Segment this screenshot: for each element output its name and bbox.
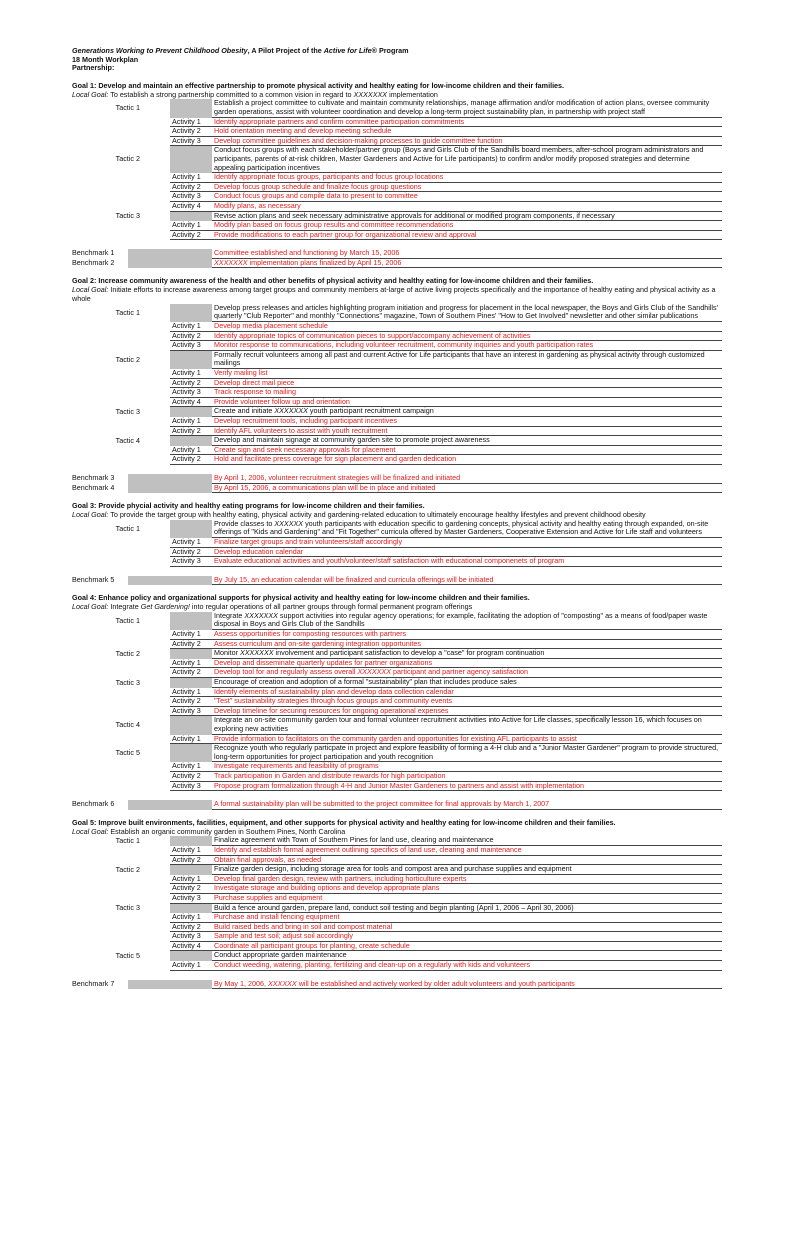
benchmarks [72,980,722,990]
benchmark-text: By May 1, 2006, XXXXXX will be established and actively worked by older adult volunteers and youth participants [212,980,722,990]
activity-text: Purchase and install fencing equipment [212,913,722,923]
tactic-text: Integrate an on-site community garden tour and formal volunteer recruitment activities into Active for Life classes, specifically lesson 16, which focuses on exploring new activities [212,716,722,734]
spacer [72,173,170,183]
activity-row [72,192,722,202]
tactic-text: Provide classes to XXXXXX youth participants with education specific to gardening concepts, physical activity and healthy eating through expanded, on-site offerings of "Kids and Gardening" and "Fit Together" curricula offered by Master Gardeners, Cooperative Extension and Active for Life staff and volunteers [212,520,722,538]
activity-label: Activity 1 [170,875,212,885]
benchmark-row [72,259,722,269]
spacer [72,322,170,332]
activity-text: Conduct weeding, watering, planting, fertilizing and clean-up on a regularly with kids and volunteers [212,961,722,971]
activity-label: Activity 3 [170,341,212,351]
benchmark-label: Benchmark 5 [72,574,115,584]
tactic-text: Recognize youth who regularly particpate in project and explore feasibility of forming a 4-H club and a "Junior Master Gardener" program to provide structured, long-term opportunities for project participation and youth recognition [212,744,722,762]
activity-text: Identify appropriate focus groups, participants and focus group locations [212,173,722,183]
spacer [72,231,170,241]
activity-label: Activity 1 [170,417,212,427]
activity-label: Activity 1 [170,735,212,745]
activity-label: Activity 4 [170,202,212,212]
spacer [140,146,170,173]
activity-text: Sample and test soil; adjust soil accordingly [212,932,722,942]
activity-text: Provide modifications to each partner group for organizational review and approval [212,231,722,241]
spacer [140,678,170,688]
tactic-label: Tactic 5 [115,748,140,757]
tactic-text: Finalize garden design, including storage area for tools and compost area and purchase supplies and equipment [212,865,722,875]
benchmark-text: By July 15, an education calendar will be finalized and curricula offerings will be initiated [212,576,722,586]
tactic-label: Tactic 4 [115,435,140,445]
spacer [72,446,170,456]
activity-label: Activity 2 [170,640,212,650]
activity-label: Activity 4 [170,398,212,408]
activity-text: Identify appropriate partners and confirm committee participation commitments [212,118,722,128]
spacer [140,865,170,875]
goal-title: Goal 3: Provide phycial activity and healthy eating programs for low-income children and their families. [72,501,425,511]
activity-text: Develop direct mail piece [212,379,722,389]
spacer [72,875,170,885]
activity-row [72,913,722,923]
benchmarks [72,249,722,268]
tactic-text: Develop press releases and articles highlighting program initiation and progress for placement in the local newspaper, the Boys and Girls Club of the Sandhills' quarterly "Club Reporter" and monthly "Connections" magazine, Town of Southern Pines' "How to Get Involved" newsletter and other similar publications [212,304,722,322]
activity-label: Activity 1 [170,688,212,698]
tactic-shade [170,304,212,322]
activity-text: Create sign and seek necessary approvals for placement [212,446,722,456]
activity-row [72,846,722,856]
spacer [140,304,170,322]
tactic-label: Tactic 5 [115,950,140,960]
benchmark-text: By April 15, 2006, a communications plan will be in place and initiated [212,484,722,494]
activity-label: Activity 1 [170,369,212,379]
activity-text: Develop media placement schedule [212,322,722,332]
activity-text: Build raised beds and bring in soil and compost material [212,923,722,933]
tactic-text: Develop and maintain signage at community garden site to promote project awareness [212,436,722,446]
tactic-text: Conduct appropriate garden maintenance [212,951,722,961]
spacer [72,913,170,923]
spacer [140,904,170,914]
spacer [72,961,170,971]
tactic-label: Tactic 4 [115,720,140,730]
benchmark-row [72,980,722,990]
activity-label: Activity 2 [170,427,212,437]
spacer [72,923,170,933]
tactic-label: Tactic 1 [115,103,140,113]
spacer [72,332,170,342]
activity-label: Activity 1 [170,961,212,971]
tactic-shade [170,99,212,117]
spacer [72,127,170,137]
spacer [72,427,170,437]
local-goal-text: Integrate [108,602,141,612]
activity-text: Propose program formalization through 4-H and Junior Master Gardeners to partners and assist with implementation [212,782,722,792]
spacer [72,557,170,567]
activity-label: Activity 2 [170,856,212,866]
local-goal-label: Local Goal: [72,89,109,99]
activity-text: Identify AFL volunteers to assist with youth recruitment [212,427,722,437]
spacer [140,436,170,446]
activity-label: Activity 2 [170,379,212,389]
activity-label: Activity 1 [170,913,212,923]
benchmark-shade [128,249,212,259]
document-subtitle: 18 Month Workplan [72,54,139,64]
activity-label: Activity 1 [170,118,212,128]
spacer [140,212,170,222]
activity-row [72,557,722,567]
tactic-text: Encourage of creation and adoption of a formal "sustainability" plan that includes produce sales [212,678,722,688]
activity-label: Activity 1 [170,322,212,332]
spacer [72,630,170,640]
spacer [72,735,170,745]
spacer [72,417,170,427]
spacer [72,762,170,772]
spacer [140,351,170,369]
spacer [72,697,170,707]
activity-text: Modify plans, as necessary [212,202,722,212]
activity-label: Activity 2 [170,183,212,193]
tactic-row [72,99,722,117]
benchmark-row [72,484,722,494]
activity-text: Finalize target groups and train volunteers/staff accordingly [212,538,722,548]
activity-label: Activity 3 [170,192,212,202]
spacer [72,137,170,147]
activity-label: Activity 3 [170,557,212,567]
tactic-row [72,436,722,446]
benchmark-shade [128,800,212,810]
activity-text: Develop focus group schedule and finalize focus group questions [212,183,722,193]
tactic-text: Create and initiate XXXXXXX youth participant recruitment campaign [212,407,722,417]
document-title: Generations Working to Prevent Childhood Obesity, A Pilot Project of the Active for Life® Program [72,46,409,55]
spacer [72,846,170,856]
activity-text: Track response to mailing [212,388,722,398]
activity-row [72,369,722,379]
local-goal-text: To provide the target group with healthy eating, physical activity and gardening-related education to ultimately encourage healthy lifestyles and prevent childhood obesity [108,509,646,519]
activity-row [72,884,722,894]
activity-text: Conduct focus groups and compile data to present to committee [212,192,722,202]
tactic-text: Integrate XXXXXXX support activities into regular agency operations; for example, facilitating the adoption of "composting" as a means of food/paper waste disposal in Boys and Girls Club of the Sandhills [212,612,722,630]
spacer [72,183,170,193]
activity-label: Activity 3 [170,894,212,904]
benchmark-text: XXXXXXX implementation plans finalized by April 15, 2006 [212,259,722,269]
activity-text: Investigate requirements and feasibility of programs [212,762,722,772]
benchmark-label: Benchmark 7 [72,978,115,988]
tactic-label: Tactic 1 [115,307,140,317]
activity-row [72,538,722,548]
activity-text: Evaluate educational activities and youth/volunteer/staff satisfaction with educational componenets of program [212,557,722,567]
activity-label: Activity 2 [170,455,212,465]
tactic-text: Formally recruit volunteers among all past and current Active for Life participants that have an interest in gardening as physical activity through customized mailings [212,351,722,369]
activity-label: Activity 1 [170,446,212,456]
local-goal-label: Local Goal: [72,509,109,519]
activity-label: Activity 1 [170,173,212,183]
tactic-row [72,744,722,762]
activity-text: Identify elements of sustainability plan and develop data collection calendar [212,688,722,698]
activity-label: Activity 2 [170,548,212,558]
tactic-label: Tactic 1 [115,835,140,845]
benchmark-text: By April 1, 2006, volunteer recruitment strategies will be finalized and initiated [212,474,722,484]
local-goal-label: Local Goal: [72,602,109,612]
activity-text: Investigate storage and building options and develop appropriate plans [212,884,722,894]
activity-text: Track participation in Garden and distribute rewards for high participation [212,772,722,782]
tactic-text: Revise action plans and seek necessary administrative approvals for additional or modified program components, if necessary [212,212,722,222]
activity-text: Develop tool for and regularly assess overall XXXXXXX participant and partner agency satisfaction [212,668,722,678]
spacer [72,548,170,558]
activity-text: Hold and facilitate press coverage for sign placement and garden dedication [212,455,722,465]
tactic-label: Tactic 3 [115,903,140,913]
local-goal-emphasis: Get Gardening! [140,602,190,612]
local-goal-text: Initiate efforts to increase awareness among target groups and community members at-large of active living projects specifically and the importance of healthy eating and physical activity as a whole [72,285,716,304]
activity-text: Assess curriculum and on-site gardening integration opportunites [212,640,722,650]
benchmark-shade [128,484,212,494]
goal-section [72,594,722,809]
activity-row [72,782,722,792]
local-goal-text: Establish an organic community garden in Southern Pines, North Carolina [108,826,346,836]
tactic-row [72,716,722,734]
tactic-label: Tactic 3 [115,406,140,416]
local-goal [72,286,722,304]
spacer [72,688,170,698]
spacer [72,341,170,351]
goal-title: Goal 5: Improve built environments, facilities, equipment, and other supports for physical activity and healthy eating for low-income children and their families. [72,817,616,827]
goal-section [72,82,722,269]
activity-label: Activity 1 [170,538,212,548]
tactic-shade [170,520,212,538]
activity-label: Activity 2 [170,332,212,342]
tactic-shade [170,351,212,369]
benchmark-row [72,576,722,586]
goal-title: Goal 1: Develop and maintain an effective partnership to promote physical activity and healthy eating for low-income children and their families. [72,80,565,90]
activity-text: Develop committee guidelines and decision-making processes to guide committee function [212,137,722,147]
activity-text: Develop timeline for securing resources for ongoing operational expenses [212,707,722,717]
spacer [72,772,170,782]
activity-text: Provide volunteer follow up and orientation [212,398,722,408]
benchmark-shade [128,980,212,990]
activity-text: Modify plan based on focus group results and committee recommendations [212,221,722,231]
benchmarks [72,474,722,493]
spacer [72,379,170,389]
goal-title: Goal 2: Increase community awareness of the health and other benefits of physical activity and healthy eating for low-income children and their families. [72,276,594,286]
activity-row [72,923,722,933]
spacer [72,369,170,379]
spacer [72,782,170,792]
tactic-row [72,304,722,322]
activity-row [72,231,722,241]
spacer [72,221,170,231]
spacer [140,99,170,117]
activity-label: Activity 1 [170,659,212,669]
spacer [72,388,170,398]
local-goal-label: Local Goal: [72,826,109,836]
tactic-row [72,407,722,417]
workplan-document [72,47,722,989]
activity-label: Activity 2 [170,668,212,678]
spacer [72,659,170,669]
tactic-row [72,520,722,538]
local-goal-text: into regular operations of all partner groups through formal permanent program offerings [189,602,473,612]
tactic-label: Tactic 2 [115,864,140,874]
activity-label: Activity 4 [170,942,212,952]
spacer [140,649,170,659]
tactic-text: Monitor XXXXXXX involvement and participant satisfaction to develop a "case" for program continuation [212,649,722,659]
activity-label: Activity 1 [170,221,212,231]
activity-text: Develop recruitment tools, including participant incentives [212,417,722,427]
benchmark-shade [128,576,212,586]
activity-text: Verify mailing list [212,369,722,379]
tactic-row [72,351,722,369]
spacer [72,932,170,942]
activity-text: Develop final garden design, review with partners, including horticulture experts [212,875,722,885]
activity-row [72,961,722,971]
activity-text: Monitor response to communications, including volunteer recruitment, community inquiries and youth participation rates [212,341,722,351]
benchmark-label: Benchmark 6 [72,799,115,809]
spacer [72,640,170,650]
activity-text: Identify and establish formal agreement outlining specifics of land use, clearing and maintenance [212,846,722,856]
tactic-label: Tactic 3 [115,211,140,220]
tactic-row [72,612,722,630]
benchmarks [72,576,722,586]
spacer [140,836,170,846]
spacer [72,398,170,408]
spacer [72,192,170,202]
benchmarks [72,800,722,810]
tactic-text: Conduct focus groups with each stakeholder/partner group (Boys and Girls Club of the Sandhills board members, after-school program administrators and participants, parents of at-risk children, Master Gardeners and Active for Life participants) to confirm and/or modify proposed strategies and determine appealing participation incentives [212,146,722,173]
spacer [140,520,170,538]
spacer [72,668,170,678]
activity-row [72,118,722,128]
goal-section [72,277,722,493]
spacer [72,538,170,548]
activity-label: Activity 2 [170,231,212,241]
activity-row [72,388,722,398]
spacer [72,856,170,866]
benchmark-shade [128,474,212,484]
goal-title: Goal 4: Enhance policy and organizational supports for physical activity and healthy eating for low-income children and their families. [72,593,530,603]
activity-text: Develop education calendar [212,548,722,558]
benchmark-shade [128,259,212,269]
tactic-shade [170,146,212,173]
activity-text: Assess opportunities for composting resources with partners [212,630,722,640]
benchmark-label: Benchmark 3 [72,472,115,482]
activity-label: Activity 2 [170,923,212,933]
spacer [72,707,170,717]
tactic-label: Tactic 1 [115,523,140,533]
activity-label: Activity 3 [170,388,212,398]
activity-text: Identify appropriate topics of communication pieces to support/accompany achievement of activities [212,332,722,342]
spacer [140,407,170,417]
tactic-shade [170,744,212,762]
activity-label: Activity 1 [170,630,212,640]
activity-text: Hold orientation meeting and develop meeting schedule [212,127,722,137]
tactic-shade [170,716,212,734]
activity-text: "Test" sustainability strategies through focus groups and community events [212,697,722,707]
spacer [140,612,170,630]
activity-label: Activity 2 [170,697,212,707]
tactic-text: Finalize agreement with Town of Southern Pines for land use, clearing and maintenance [212,836,722,846]
spacer [140,744,170,762]
benchmark-text: A formal sustainability plan will be submitted to the project committee for final approvals by March 1, 2007 [212,800,722,810]
goal-section [72,502,722,585]
goal-section [72,819,722,990]
activity-label: Activity 3 [170,932,212,942]
tactic-label: Tactic 2 [115,648,140,658]
spacer [140,951,170,961]
activity-label: Activity 1 [170,762,212,772]
tactic-label: Tactic 3 [115,677,140,687]
tactic-row [72,146,722,173]
tactic-row [72,904,722,914]
activity-row [72,455,722,465]
tactic-label: Tactic 2 [115,354,140,364]
activity-text: Purchase supplies and equipment [212,894,722,904]
activity-label: Activity 2 [170,884,212,894]
activity-label: Activity 3 [170,137,212,147]
document-header [72,47,722,73]
benchmark-label: Benchmark 1 [72,248,115,258]
activity-text: Obtain final approvals, as needed [212,856,722,866]
activity-label: Activity 3 [170,707,212,717]
tactic-text: Build a fence around garden, prepare land, conduct soil testing and begin planting (April 1, 2006 – April 30, 2006) [212,904,722,914]
activity-row [72,942,722,952]
activity-label: Activity 1 [170,846,212,856]
activity-label: Activity 2 [170,127,212,137]
benchmark-row [72,800,722,810]
partnership-label: Partnership: [72,63,115,73]
benchmark-label: Benchmark 2 [72,257,115,267]
spacer [140,716,170,734]
tactic-shade [170,612,212,630]
spacer [72,455,170,465]
activity-row [72,417,722,427]
local-goal-text: To establish a strong partnership committed to a common vision in regard to XXXXXXX implementation [108,89,438,99]
tactic-label: Tactic 1 [115,615,140,625]
benchmark-text: Committee established and functioning by March 15, 2006 [212,249,722,259]
activity-row [72,379,722,389]
activity-text: Coordinate all participant groups for planting, create schedule [212,942,722,952]
local-goal-label: Local Goal: [72,285,109,295]
tactic-text: Establish a project committee to cultivate and maintain community relationships, manage affirmation and/or modification of action plans, oversee community garden operations, assist with volunteer coordination and develop a long-term project sustainability plan, in partnership with project staff [212,99,722,117]
tactic-label: Tactic 2 [115,154,140,164]
activity-label: Activity 3 [170,782,212,792]
activity-label: Activity 2 [170,772,212,782]
spacer [72,884,170,894]
benchmark-label: Benchmark 4 [72,482,115,492]
activity-text: Provide information to facilitators on the community garden and opportunities for existing AFL participants to assist [212,735,722,745]
activity-text: Develop and disseminate quarterly updates for partner organizations [212,659,722,669]
goals-container [72,82,722,989]
spacer [72,118,170,128]
